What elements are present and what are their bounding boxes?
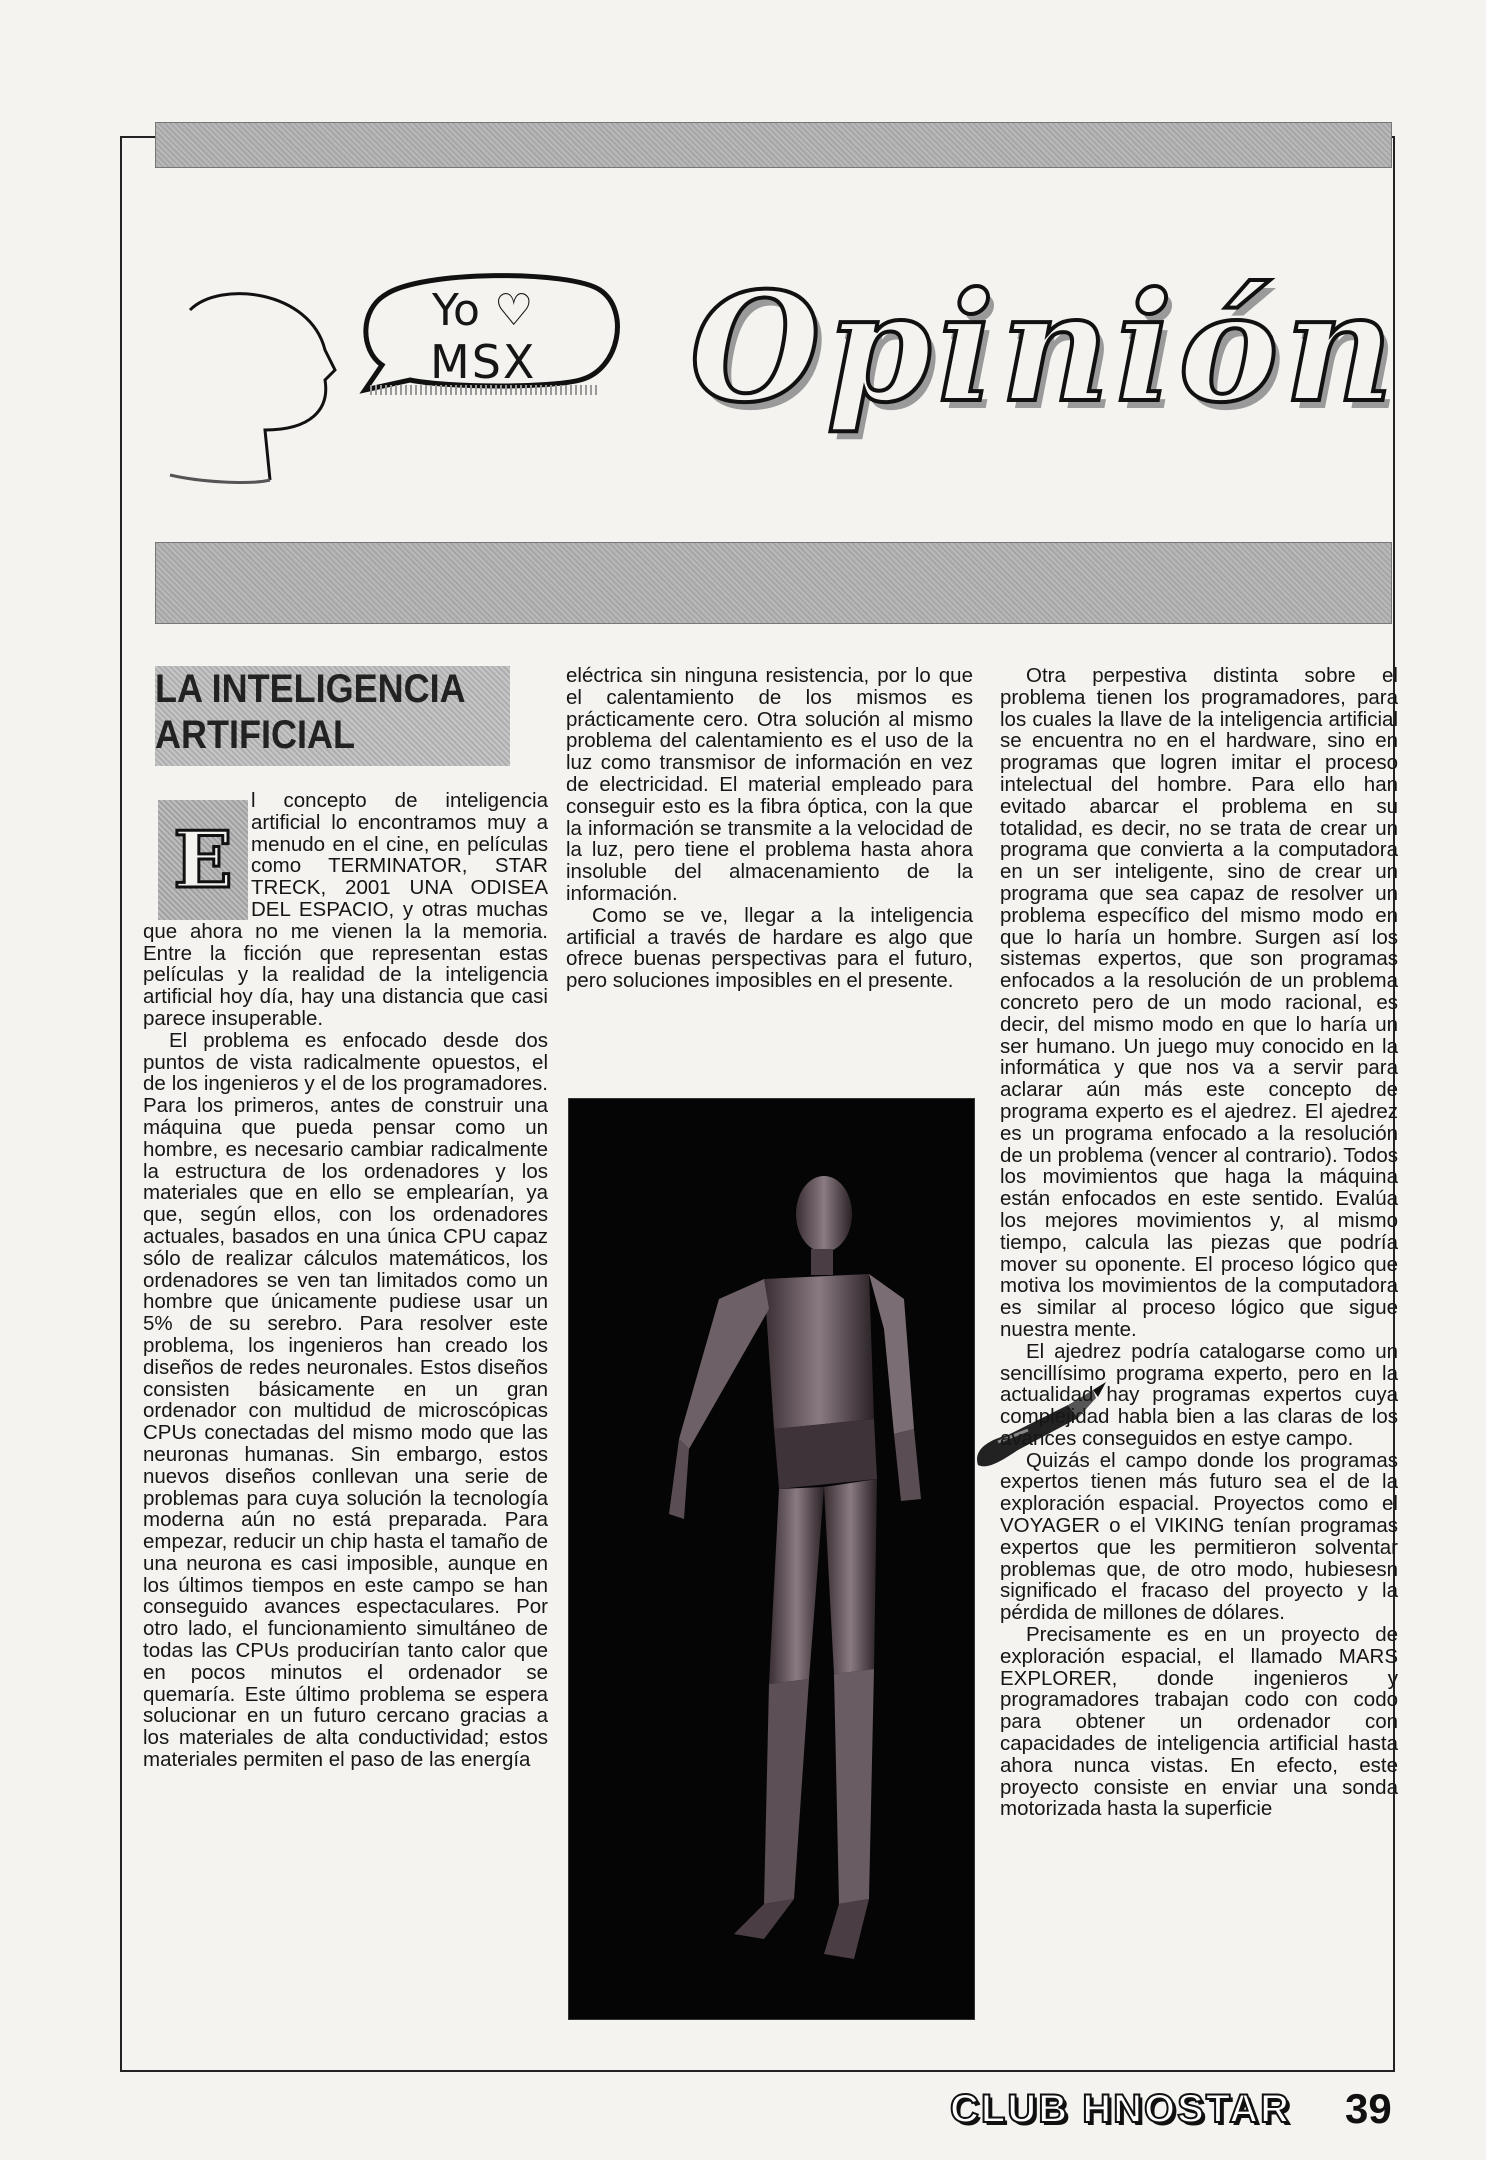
col3-paragraph-1: Otra perpestiva distinta sobre el problema tienen los programadores, para los cuales la llave de la inteligencia artificial se encuentra no en el hardware, sino en programas que logren imitar el proceso intelectual del hombre. Para ello han evitado abarcar el problema en su totalidad, es decir, no se trata de crear un programa que convierta a la computadora en un ser inteligente, sino de crear un programa que sea capaz de resolver un problema específico del mismo modo en que lo haría un hombre. Surgen así los sistemas expertos, que son programas enfocados a la resolución de un problema concreto pero de un modo racional, es decir, del mismo modo en que lo haría un ser humano. Un juego muy conocido en la informática y que nos va a servir para aclarar aún más este concepto de programa experto es el ajedrez. El ajedrez es un programa enfocado a la resolución de un problema (vencer al contrario). Todos los movimientos que haga la máquina están enfocados en este sentido. Evalúa los mejores movimientos y, al mismo tiempo, calcula las piezas que podría mover su oponente. El proceso lógico que motiva los movimientos de la computadora es similar al proceso lógico que sigue nuestra mente.	[1000, 664, 1398, 1341]
middle-shaded-band	[155, 542, 1392, 624]
drop-cap-letter: E	[173, 814, 233, 906]
drop-cap-spacer	[143, 790, 251, 908]
head-profile-shadow	[170, 475, 270, 482]
article-column-1	[143, 790, 548, 1771]
frame-left-rule	[120, 136, 122, 2070]
col2-paragraph-1: eléctrica sin ninguna resistencia, por lo que el calentamiento de los mismos es prácticamente cero. Otra solución al mismo problema del calentamiento es el uso de la luz como transmisor de información en vez de electricidad. El material empleado para conseguir esto es la fibra óptica, con la que la información se transmite a la velocidad de la luz, pero tiene el problema hasta ahora insoluble del almacenamiento de la información.	[566, 664, 973, 905]
col1-paragraph-1	[143, 790, 548, 1030]
head-profile-outline	[190, 294, 335, 480]
section-title	[155, 666, 510, 766]
top-shaded-band	[155, 122, 1392, 168]
article-column-2	[566, 665, 973, 992]
col1-paragraph-1-text: l concepto de inteligencia artificial lo encontramos muy a menudo en el cine, en películas como TERMINATOR, STAR TRECK, 2001 UNA ODISEA DEL ESPACIO, y otras muchas que ahora no me vienen la la memoria. Entre la ficción que representan estas películas y la realidad de la inteligencia artificial hoy día, hay una distancia que casi parece insuperable.	[143, 789, 548, 1030]
section-title-line2: ARTIFICIAL	[155, 713, 355, 757]
col2-paragraph-2: Como se ve, llegar a la inteligencia artificial a través de hardare es algo que ofrece buenas perspectivas para el futuro, pero soluciones imposibles en el presente.	[566, 903, 973, 993]
head-profile-illustration	[150, 270, 670, 500]
article-column-3	[1000, 665, 1398, 1820]
frame-bottom-rule	[120, 2070, 1395, 2072]
col3-paragraph-3: Quizás el campo donde los programas expertos tienen más futuro sea el de la exploración espacial. Proyectos como el VOYAGER o el VIKING tenían programas expertos que les permitieron solventar problemas que, de otro modo, hubiesesn significado el fracaso del proyecto y la pérdida de millones de dólares.	[1000, 1448, 1398, 1625]
col3-paragraph-4: Precisamente es en un proyecto de exploración espacial, el llamado MARS EXPLORER, donde ingenieros y programadores trabajan codo con codo para obtener un ordenador con capacidades de inteligencia artificial hasta ahora nunca vistas. En efecto, este proyecto consiste en enviar una sonda motorizada hasta la superficie	[1000, 1623, 1398, 1821]
bubble-msx-text: MSX	[430, 335, 537, 389]
col3-paragraph-2: El ajedrez podría catalogarse como un sencillísimo programa experto, pero en la actualidad hay programas expertos cuya complejidad habla bien a las claras de los avances conseguidos en estye campo.	[1000, 1339, 1398, 1450]
humanoid-figure-render	[569, 1099, 974, 2019]
page-title: Opinión	[690, 260, 1400, 436]
bubble-yo-text: Yo ♡	[432, 285, 534, 336]
section-title-line1: LA INTELIGENCIA	[155, 667, 466, 711]
col1-paragraph-2: El problema es enfocado desde dos puntos de vista radicalmente opuestos, el de los ingenieros y el de los programadores. Para los primeros, antes de construir una máquina que pueda pensar como un hombre, es necesario cambiar radicalmente la estructura de los ordenadores y los materiales que en ello se emplearían, ya que, según ellos, con los ordenadores actuales, basados en una única CPU capaz sólo de realizar cálculos matemáticos, los ordenadores se ven tan limitados como un hombre que únicamente pudiese usar un 5% de su serebro. Para resolver este problema, los ingenieros han creado los diseños de redes neuronales. Estos diseños consisten básicamente en un gran ordenador con multidud de microscópicas CPUs conectadas del mismo modo que las neuronas humanas. Sin embargo, estos nuevos diseños conllevan una serie de problemas para cuya solución la tecnología moderna aún no está preparada. Para empezar, reducir un chip hasta el tamaño de una neurona es casi imposible, aunque en los últimos tiempos en este campo se han conseguido avances espectaculares. Por otro lado, el funcionamiento simultáneo de todas las CPUs producirían tanto calor que en pocos minutos el ordenador se quemaría. Este último problema se espera solucionar en un futuro cercano gracias a los materiales de alta conductividad; estos materiales permiten el paso de las energía	[143, 1028, 548, 1772]
footer-brand-logo: CLUB HNOSTAR	[950, 2087, 1292, 2131]
page-number: 39	[1345, 2085, 1392, 2132]
humanoid-figure-image	[568, 1098, 975, 2020]
